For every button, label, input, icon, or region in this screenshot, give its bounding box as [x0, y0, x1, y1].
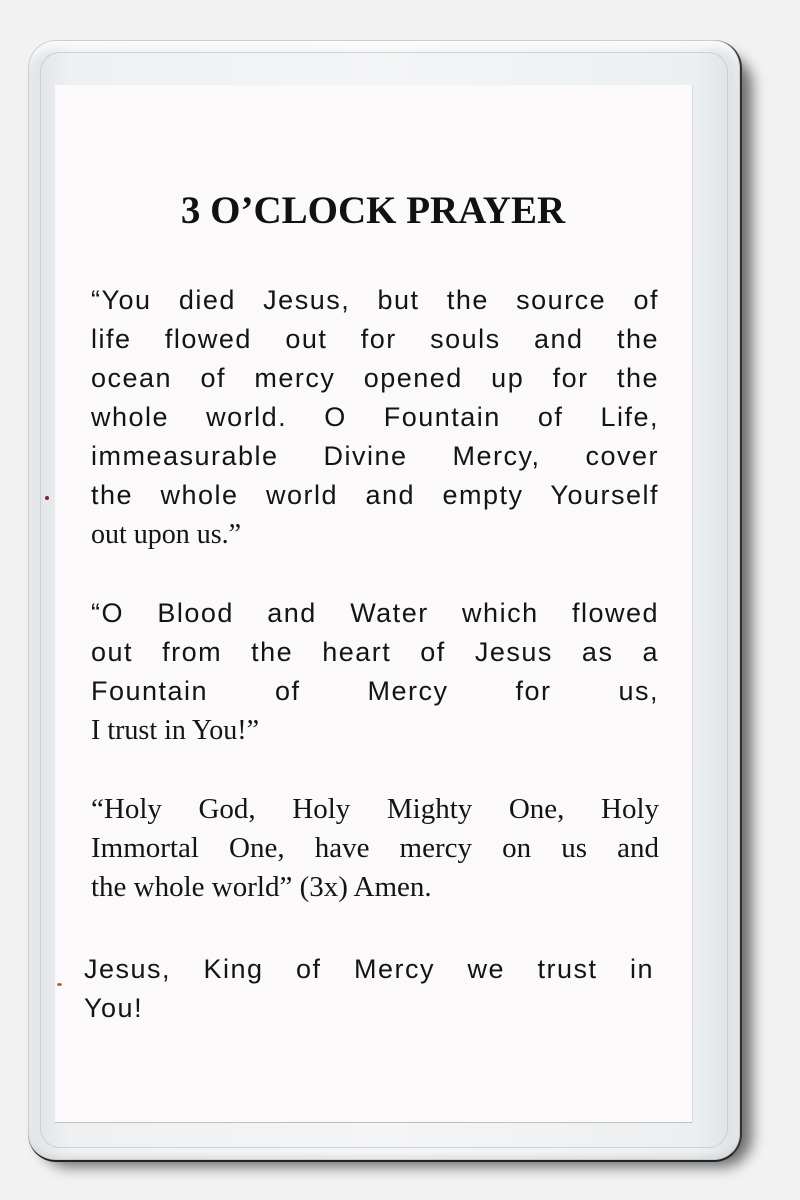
- dust-speck: [57, 983, 62, 986]
- prayer-title: 3 O’CLOCK PRAYER: [180, 189, 566, 232]
- text-line: “O Blood and Water which flowed: [91, 598, 659, 628]
- text-line: out upon us.”: [91, 519, 242, 550]
- prayer-paragraph-3: [91, 790, 659, 907]
- text-line: Immortal One, have mercy on us and: [91, 832, 659, 864]
- text-line: whole world. O Fountain of Life,: [91, 402, 659, 432]
- prayer-closing: [84, 950, 654, 1028]
- text-line: immeasurable Divine Mercy, cover: [91, 441, 659, 471]
- text-line: “You died Jesus, but the source of: [91, 285, 659, 315]
- text-line: out from the heart of Jesus as a: [91, 637, 659, 667]
- prayer-paragraph-2: [91, 594, 659, 750]
- dust-speck: [45, 496, 49, 500]
- text-line: I trust in You!”: [91, 715, 260, 746]
- text-line: Fountain of Mercy for us,: [91, 676, 659, 706]
- text-line: You!: [84, 993, 144, 1023]
- text-line: ocean of mercy opened up for the: [91, 363, 659, 393]
- text-line: Jesus, King of Mercy we trust in: [84, 954, 654, 984]
- prayer-paragraph-1: [91, 281, 659, 554]
- text-line: the whole world and empty Yourself: [91, 480, 659, 510]
- text-line: life flowed out for souls and the: [91, 324, 659, 354]
- text-line: “Holy God, Holy Mighty One, Holy: [91, 793, 659, 825]
- text-line: the whole world” (3x) Amen.: [91, 871, 432, 903]
